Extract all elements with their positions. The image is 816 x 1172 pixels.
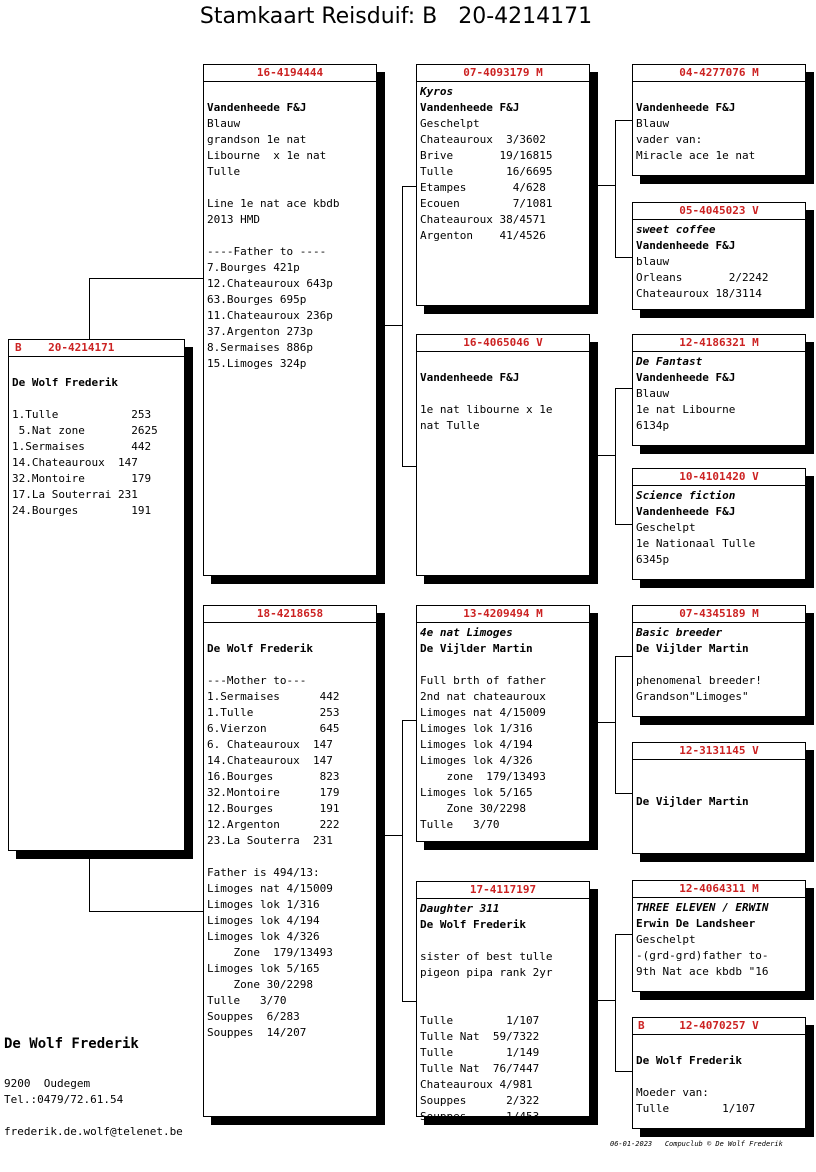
card-line: 7.Bourges 421p bbox=[207, 261, 300, 274]
card-line: Tulle 16/6695 bbox=[420, 165, 553, 178]
owner-name: De Wolf Frederik bbox=[4, 1036, 139, 1052]
connector-mm-parents bbox=[615, 1071, 632, 1072]
card-line bbox=[636, 84, 802, 100]
card-line: 1.Tulle 253 bbox=[12, 408, 152, 421]
card-line: -(grd-grd)father to- bbox=[636, 949, 769, 962]
card-line: Limoges lok 1/316 bbox=[207, 898, 320, 911]
card-line: Tulle 3/70 bbox=[207, 994, 287, 1007]
card-line: Limoges lok 4/326 bbox=[420, 754, 533, 767]
ring-number: 17-4117197 bbox=[417, 882, 589, 899]
card-line: phenomenal breeder! bbox=[636, 674, 762, 687]
connector-fm-parents bbox=[615, 524, 632, 525]
card-line: 15.Limoges 324p bbox=[207, 357, 307, 370]
card-line: Chateauroux 4/981 bbox=[420, 1078, 533, 1091]
card-line: 1.Tulle 253 bbox=[207, 706, 340, 719]
ring-number: 18-4218658 bbox=[204, 606, 376, 623]
card-line: Tulle Nat 59/7322 bbox=[420, 1030, 540, 1043]
card-line: Limoges lok 1/316 bbox=[420, 722, 533, 735]
card-body bbox=[633, 486, 805, 568]
card-line: Chateauroux 3/3602 bbox=[420, 133, 546, 146]
footer-credit: Compuclub © De Wolf Frederik bbox=[664, 1140, 783, 1148]
card-body bbox=[417, 352, 589, 434]
card-line: Souppes 1/453 bbox=[420, 1110, 540, 1123]
card-body bbox=[633, 220, 805, 302]
card-line: Limoges lok 4/194 bbox=[207, 914, 320, 927]
card-line: Souppes 6/283 bbox=[207, 1010, 300, 1023]
card-line: 23.La Souterra 231 bbox=[207, 834, 333, 847]
card-line: Limoges lok 4/326 bbox=[207, 930, 320, 943]
card-line: Zone 30/2298 bbox=[207, 978, 313, 991]
card-line: De Vijlder Martin bbox=[420, 642, 533, 655]
card-line: Erwin De Landsheer bbox=[636, 917, 756, 930]
connector-mm-parents bbox=[597, 1000, 615, 1001]
card-line: Zone 30/2298 bbox=[420, 802, 526, 815]
card-line: pigeon pipa rank 2yr bbox=[420, 966, 553, 979]
card-line: Father is 494/13: bbox=[207, 866, 320, 879]
mf-mother-card[interactable] bbox=[632, 742, 806, 854]
maternal-grandmother-card[interactable] bbox=[416, 881, 590, 1123]
card-line: Souppes 2/322 bbox=[420, 1094, 540, 1107]
card-line: Tulle bbox=[207, 165, 241, 178]
ring-number: 16-4194444 bbox=[204, 65, 376, 82]
card-line: Daughter 311 bbox=[420, 902, 500, 915]
card-line: THREE ELEVEN / ERWIN bbox=[636, 901, 769, 914]
connector-fm-parents bbox=[615, 388, 616, 525]
card-body bbox=[417, 899, 589, 1125]
ring-number: 12-4064311 M bbox=[633, 881, 805, 898]
card-line bbox=[636, 1037, 802, 1053]
card-line: 37.Argenton 273p bbox=[207, 325, 313, 338]
card-line bbox=[207, 180, 373, 196]
card-body bbox=[633, 623, 805, 705]
card-line: 1e nat libourne x 1e bbox=[420, 403, 553, 416]
card-line: Vandenheede F&J bbox=[636, 371, 736, 384]
card-line: 12.Chateauroux 643p bbox=[207, 277, 333, 290]
card-line: 1.Sermaises 442 bbox=[12, 440, 152, 453]
card-line: Vandenheede F&J bbox=[636, 101, 736, 114]
card-line: Full brth of father bbox=[420, 674, 546, 687]
card-line: Tulle Nat 76/7447 bbox=[420, 1062, 540, 1075]
card-line: De Wolf Frederik bbox=[207, 642, 313, 655]
ring-number: 05-4045023 V bbox=[633, 203, 805, 220]
card-line bbox=[636, 778, 802, 794]
connector-ff-parents bbox=[597, 185, 615, 186]
card-line: Geschelpt bbox=[420, 117, 480, 130]
card-body bbox=[633, 82, 805, 164]
card-line: 32.Montoire 179 bbox=[12, 472, 152, 485]
card-line: Vandenheede F&J bbox=[420, 371, 520, 384]
card-line: Brive 19/16815 bbox=[420, 149, 553, 162]
card-line: Miracle ace 1e nat bbox=[636, 149, 756, 162]
ring-number: 12-4186321 M bbox=[633, 335, 805, 352]
card-line: Argenton 41/4526 bbox=[420, 229, 546, 242]
page-title: Stamkaart Reisduif: B 20-4214171 bbox=[199, 4, 593, 29]
card-line: ---Mother to--- bbox=[207, 674, 307, 687]
card-body bbox=[417, 82, 589, 244]
card-line: Limoges lok 5/165 bbox=[207, 962, 320, 975]
connector-father-parents bbox=[402, 466, 416, 467]
card-line: Limoges lok 4/194 bbox=[420, 738, 533, 751]
connector-father-parents bbox=[384, 325, 402, 326]
card-line: 17.La Souterrai 231 bbox=[12, 488, 138, 501]
card-line: Ecouen 7/1081 bbox=[420, 197, 553, 210]
card-line bbox=[207, 625, 373, 641]
card-line: De Vijlder Martin bbox=[636, 795, 749, 808]
connector-mother-parents bbox=[384, 835, 402, 836]
card-line: Blauw bbox=[636, 117, 670, 130]
connector-father-parents bbox=[402, 186, 416, 187]
card-line: Limoges nat 4/15009 bbox=[420, 706, 546, 719]
card-line: De Vijlder Martin bbox=[636, 642, 749, 655]
card-line: Moeder van: bbox=[636, 1086, 709, 1099]
card-body bbox=[633, 1035, 805, 1117]
card-line bbox=[207, 84, 373, 100]
card-line: zone 179/13493 bbox=[420, 770, 546, 783]
card-line: Blauw bbox=[207, 117, 241, 130]
card-line: Orleans 2/2242 bbox=[636, 271, 769, 284]
card-line: Kyros bbox=[420, 85, 454, 98]
mf-father-card[interactable] bbox=[632, 605, 806, 717]
ring-number: 13-4209494 M bbox=[417, 606, 589, 623]
card-line: Line 1e nat ace kbdb bbox=[207, 197, 340, 210]
footer bbox=[610, 1140, 783, 1148]
mm-father-card[interactable] bbox=[632, 880, 806, 992]
card-line: sister of best tulle bbox=[420, 950, 553, 963]
subject-pigeon-card[interactable] bbox=[8, 339, 185, 851]
card-line: 14.Chateauroux 147 bbox=[12, 456, 138, 469]
connector-subject-father bbox=[89, 278, 204, 279]
card-line: 6.Vierzon 645 bbox=[207, 722, 340, 735]
gender-label: B bbox=[638, 1019, 645, 1032]
connector-mm-parents bbox=[615, 934, 616, 1072]
card-line bbox=[420, 354, 586, 370]
connector-subject-father bbox=[89, 278, 90, 340]
card-line bbox=[636, 1069, 802, 1085]
ring-number: 07-4093179 M bbox=[417, 65, 589, 82]
card-line: De Wolf Frederik bbox=[420, 918, 526, 931]
connector-subject-mother bbox=[89, 850, 90, 912]
connector-mother-parents bbox=[402, 720, 416, 721]
ring-number: 10-4101420 V bbox=[633, 469, 805, 486]
card-line: 9th Nat ace kbdb "16 bbox=[636, 965, 769, 978]
card-line: De Fantast bbox=[636, 355, 703, 368]
card-line: Grandson"Limoges" bbox=[636, 690, 749, 703]
father-card[interactable] bbox=[203, 64, 377, 576]
card-line: De Wolf Frederik bbox=[636, 1054, 742, 1067]
card-line: 16.Bourges 823 bbox=[207, 770, 340, 783]
connector-ff-parents bbox=[615, 120, 616, 258]
print-date: 06-01-2023 bbox=[610, 1140, 653, 1148]
ring-number: 07-4345189 M bbox=[633, 606, 805, 623]
connector-fm-parents bbox=[597, 455, 615, 456]
card-body bbox=[204, 623, 376, 1041]
card-line: 6134p bbox=[636, 419, 670, 432]
mm-mother-card[interactable] bbox=[632, 1017, 806, 1129]
fm-father-card[interactable] bbox=[632, 334, 806, 446]
card-line bbox=[207, 849, 373, 865]
card-line: Tulle 1/107 bbox=[636, 1102, 756, 1115]
connector-ff-parents bbox=[615, 257, 632, 258]
card-line: Souppes 14/207 bbox=[207, 1026, 307, 1039]
connector-fm-parents bbox=[615, 388, 632, 389]
owner-email[interactable]: frederik.de.wolf@telenet.be bbox=[4, 1125, 183, 1138]
card-body bbox=[633, 898, 805, 980]
card-line: 12.Bourges 191 bbox=[207, 802, 340, 815]
card-line: Vandenheede F&J bbox=[636, 505, 736, 518]
card-line: nat Tulle bbox=[420, 419, 480, 432]
mother-card[interactable] bbox=[203, 605, 377, 1117]
card-line: 12.Argenton 222 bbox=[207, 818, 340, 831]
subject-header bbox=[9, 340, 184, 357]
card-body bbox=[633, 760, 805, 810]
card-line: Limoges nat 4/15009 bbox=[207, 882, 333, 895]
ring-number: 12-4070257 V bbox=[679, 1019, 759, 1032]
card-line bbox=[420, 657, 586, 673]
card-body bbox=[417, 623, 589, 833]
connector-mother-parents bbox=[402, 1001, 416, 1002]
connector-subject-mother bbox=[89, 911, 204, 912]
card-line: Chateauroux 38/4571 bbox=[420, 213, 546, 226]
connector-mf-parents bbox=[597, 722, 615, 723]
card-line bbox=[420, 981, 586, 997]
card-line bbox=[207, 657, 373, 673]
card-line: 32.Montoire 179 bbox=[207, 786, 340, 799]
card-line: 1.Sermaises 442 bbox=[207, 690, 340, 703]
card-line: Chateauroux 18/3114 bbox=[636, 287, 762, 300]
card-line: 6345p bbox=[636, 553, 670, 566]
card-body bbox=[9, 357, 184, 519]
card-line: 1e nat Libourne bbox=[636, 403, 736, 416]
ff-father-card[interactable] bbox=[632, 64, 806, 176]
card-line: Zone 179/13493 bbox=[207, 946, 333, 959]
card-line: 2nd nat chateauroux bbox=[420, 690, 546, 703]
card-line: Vandenheede F&J bbox=[207, 101, 307, 114]
fm-mother-card[interactable] bbox=[632, 468, 806, 580]
card-line bbox=[420, 997, 586, 1013]
paternal-grandmother-card[interactable] bbox=[416, 334, 590, 576]
card-line: Etampes 4/628 bbox=[420, 181, 546, 194]
card-line bbox=[420, 386, 586, 402]
card-line: 14.Chateauroux 147 bbox=[207, 754, 333, 767]
ring-number: 04-4277076 M bbox=[633, 65, 805, 82]
card-line: Science fiction bbox=[636, 489, 736, 502]
card-line: Libourne x 1e nat bbox=[207, 149, 327, 162]
card-line: Basic breeder bbox=[636, 626, 723, 639]
connector-mm-parents bbox=[615, 934, 632, 935]
card-line: 4e nat Limoges bbox=[420, 626, 513, 639]
card-line: Geschelpt bbox=[636, 933, 696, 946]
owner-city: 9200 Oudegem bbox=[4, 1077, 91, 1090]
maternal-grandfather-card[interactable] bbox=[416, 605, 590, 842]
card-line: 8.Sermaises 886p bbox=[207, 341, 313, 354]
card-line: grandson 1e nat bbox=[207, 133, 307, 146]
card-line: blauw bbox=[636, 255, 670, 268]
connector-mf-parents bbox=[615, 656, 632, 657]
card-line: 63.Bourges 695p bbox=[207, 293, 307, 306]
mm-mother-header bbox=[633, 1018, 805, 1035]
ring-number: 12-3131145 V bbox=[633, 743, 805, 760]
ff-mother-card[interactable] bbox=[632, 202, 806, 310]
card-line: 6. Chateauroux 147 bbox=[207, 738, 333, 751]
card-line: vader van: bbox=[636, 133, 703, 146]
card-line: 1e Nationaal Tulle bbox=[636, 537, 756, 550]
card-line: Tulle 1/149 bbox=[420, 1046, 540, 1059]
card-line bbox=[207, 228, 373, 244]
card-line bbox=[12, 391, 181, 407]
card-line bbox=[636, 657, 802, 673]
card-line: Vandenheede F&J bbox=[636, 239, 736, 252]
card-line: 2013 HMD bbox=[207, 213, 260, 226]
connector-mf-parents bbox=[615, 793, 632, 794]
gender-label: B bbox=[15, 341, 22, 354]
connector-mf-parents bbox=[615, 656, 616, 794]
card-line: Vandenheede F&J bbox=[420, 101, 520, 114]
card-line: Limoges lok 5/165 bbox=[420, 786, 533, 799]
card-line: Tulle 3/70 bbox=[420, 818, 500, 831]
card-line: Blauw bbox=[636, 387, 670, 400]
ring-number: 16-4065046 V bbox=[417, 335, 589, 352]
card-line: 11.Chateauroux 236p bbox=[207, 309, 333, 322]
owner-phone: Tel.:0479/72.61.54 bbox=[4, 1093, 124, 1106]
card-body bbox=[204, 82, 376, 372]
card-line: De Wolf Frederik bbox=[12, 376, 118, 389]
card-line bbox=[12, 359, 181, 375]
connector-father-parents bbox=[402, 186, 403, 467]
connector-ff-parents bbox=[615, 120, 632, 121]
card-body bbox=[633, 352, 805, 434]
card-line: Tulle 1/107 bbox=[420, 1014, 540, 1027]
card-line bbox=[420, 933, 586, 949]
card-line: 24.Bourges 191 bbox=[12, 504, 152, 517]
paternal-grandfather-card[interactable] bbox=[416, 64, 590, 306]
card-line: sweet coffee bbox=[636, 223, 716, 236]
ring-number: 20-4214171 bbox=[48, 341, 115, 354]
card-line: 5.Nat zone 2625 bbox=[12, 424, 158, 437]
connector-mother-parents bbox=[402, 720, 403, 1002]
card-line: ----Father to ---- bbox=[207, 245, 327, 258]
card-line: Geschelpt bbox=[636, 521, 696, 534]
card-line bbox=[636, 762, 802, 778]
